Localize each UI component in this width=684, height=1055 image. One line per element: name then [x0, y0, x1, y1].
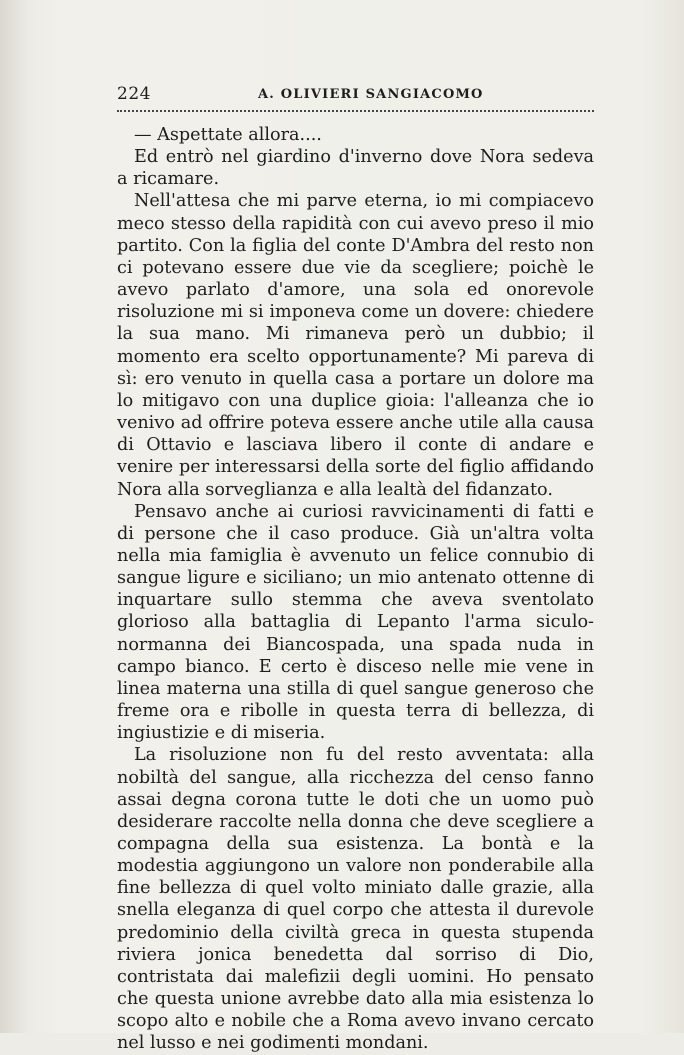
header-rule — [117, 110, 594, 112]
running-head: A. OLIVIERI SANGIACOMO — [258, 87, 484, 102]
paragraph: Ed entrò nel giardino d'inverno dove Nora sedeva a ricamare. — [117, 147, 594, 190]
paragraph: — Aspettate allora.... — [134, 125, 322, 145]
page-number: 224 — [117, 84, 151, 104]
page-header — [117, 84, 594, 106]
body-text — [117, 124, 594, 1055]
paragraph: Pensavo anche ai curiosi ravvicinamenti di fatti e di persone che il caso produce. Già un'altra volta nella mia famiglia è avvenuto un felice connubio di sangue ligure e siciliano; un mio antenato ottenne di inquartare sullo stemma che aveva sventolato glorioso alla battaglia di Lepanto l'arma siculo-normanna dei Biancospada, una spada nuda in campo bianco. E certo è disceso nelle mie vene in linea materna una stilla di quel sangue generoso che freme ora e ribolle in questa terra di bellezza, di ingiustizie e di miseria. — [117, 501, 594, 744]
paragraph: Nell'attesa che mi parve eterna, io mi compiacevo meco stesso della rapidità con cui avevo preso il mio partito. Con la figlia del conte D'Ambra del resto non ci potevano essere due vie da scegliere; poichè le avevo parlato d'amore, una sola ed onorevole risoluzione mi si imponeva come un dovere: chiedere la sua mano. Mi rimaneva però un dubbio; il momento era scelto opportunamente? Mi pareva di sì: ero venuto in quella casa a portare un dolore ma lo mitigavo con una duplice gioia: l'alleanza che io venivo ad offrire poteva essere anche utile alla causa di Ottavio e lasciava libero il conte di andare e venire per interessarsi della sorte del figlio affidando Nora alla sorveglianza e alla lealtà del fidanzato. — [117, 191, 594, 500]
paragraph: La risoluzione non fu del resto avventata: alla nobiltà del sangue, alla ricchezza del censo fanno assai degna corona tutte le doti che un uomo può desiderare raccolte nella donna che deve scegliere a compagna della sua esistenza. La bontà e la modestia aggiungono un valore non ponderabile alla fine bellezza di quel volto miniato dalle grazie, alla snella eleganza di quel corpo che attesta il durevole predominio della civiltà greca in questa stupenda riviera jonica benedetta dal sorriso di Dio, contristata dai malefizii degli uomini. Ho pensato che questa unione avrebbe dato alla mia esistenza lo scopo alto e nobile che a Roma avevo invano cercato nel lusso e nei godimenti mondani. — [117, 745, 594, 1054]
